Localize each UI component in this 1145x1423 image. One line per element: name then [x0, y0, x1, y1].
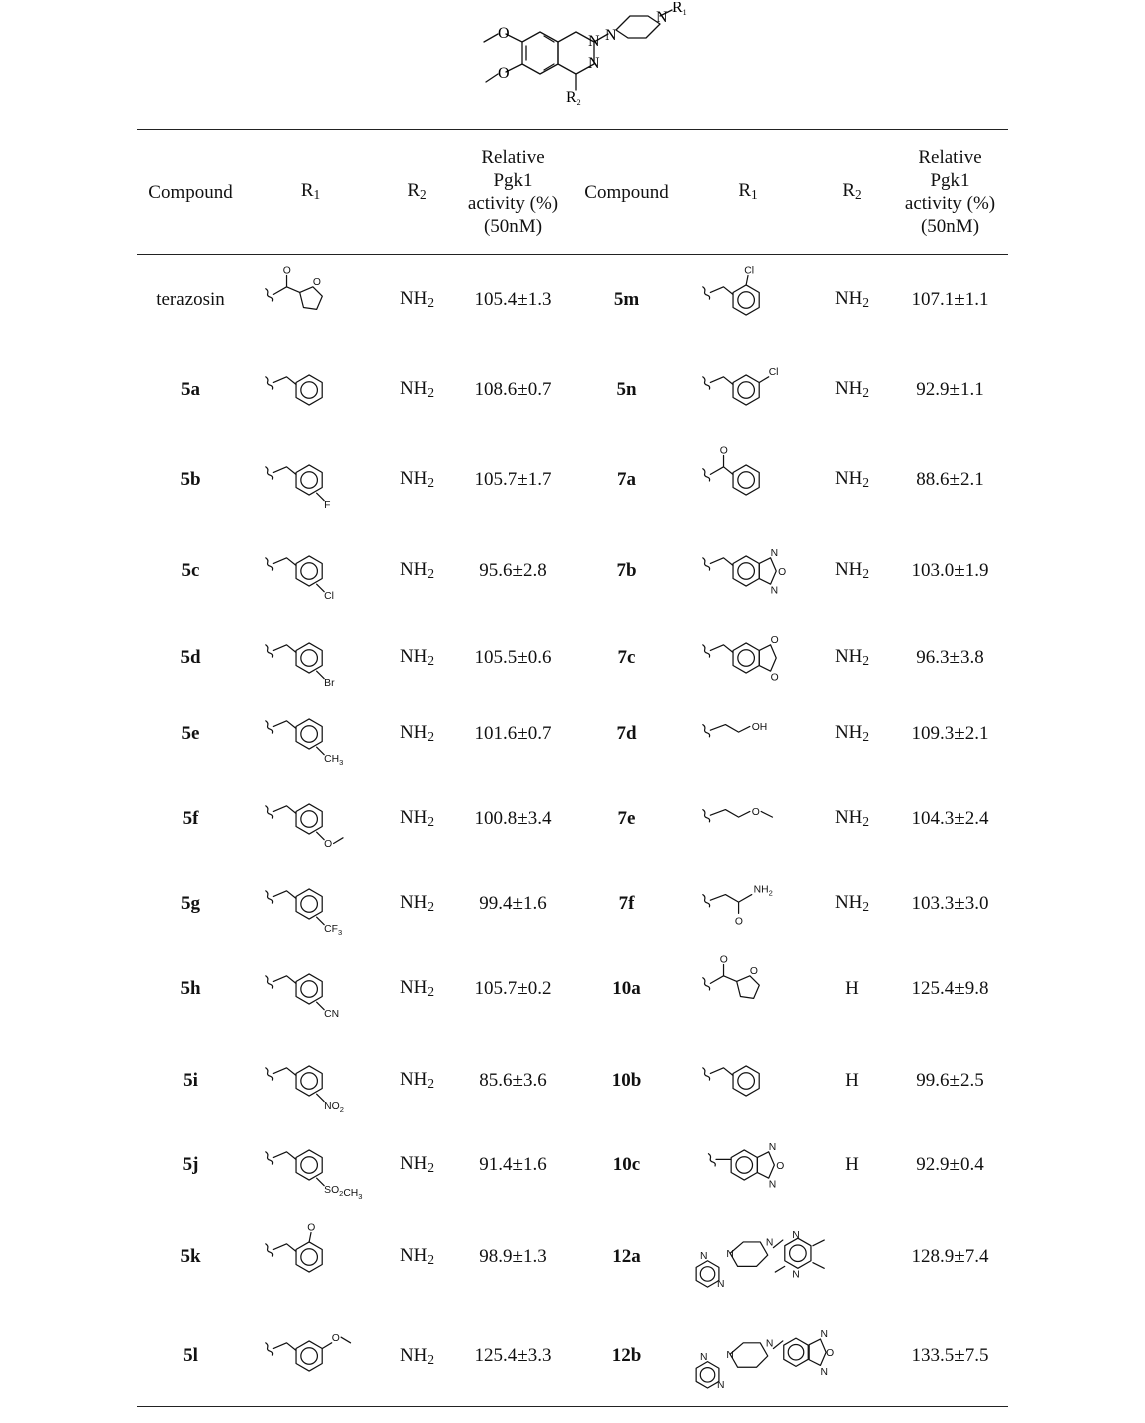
activity-value: 125.4±3.3 — [474, 1345, 552, 1367]
svg-text:Br: Br — [323, 677, 335, 689]
svg-text:O: O — [826, 1348, 835, 1360]
activity-cell — [457, 769, 569, 869]
svg-text:N: N — [792, 1229, 800, 1241]
activity-value: 109.3±2.1 — [911, 722, 989, 744]
activity-cell — [457, 939, 569, 1039]
activity-cell — [457, 617, 569, 699]
4-trifluoromethylbenzyl-icon — [261, 872, 361, 936]
3-methoxybenzyl-icon — [261, 1324, 361, 1388]
benzoxadiazolyl-icon — [698, 1133, 798, 1197]
activity-value: 125.4±9.8 — [911, 977, 989, 999]
r2-value: $NH_2$ — [834, 722, 870, 744]
svg-text:N: N — [768, 1141, 777, 1153]
activity-value: 95.6±2.8 — [479, 559, 547, 581]
svg-text:O: O — [776, 1160, 785, 1172]
activity-value: 128.9±7.4 — [911, 1245, 989, 1267]
r2-cell — [812, 345, 892, 435]
r2-cell — [812, 769, 892, 869]
r2-cell — [377, 525, 457, 617]
r1-structure-cell — [244, 1207, 377, 1307]
compound-cell — [569, 939, 684, 1039]
compound-cell — [569, 617, 684, 699]
r1-structure-cell — [244, 435, 377, 525]
r2-value: $NH_2$ — [399, 1153, 435, 1175]
4-methoxybenzyl-icon — [261, 787, 361, 851]
r2-cell — [377, 769, 457, 869]
compound-cell — [569, 699, 684, 769]
r2-cell — [377, 1207, 457, 1307]
compound-cell — [137, 939, 244, 1039]
compound-cell — [137, 435, 244, 525]
scaffold-r2-label: R2 — [566, 89, 581, 107]
4-nitrobenzyl-icon — [261, 1049, 361, 1113]
activity-value: 85.6±3.6 — [479, 1069, 547, 1091]
quinazoline-scaffold-icon — [460, 2, 700, 114]
svg-text:Cl: Cl — [744, 265, 755, 277]
svg-text:N: N — [716, 1380, 725, 1392]
svg-text:O: O — [331, 1333, 340, 1345]
benzodioxolylmethyl-icon — [698, 626, 798, 690]
hydroxyethyl-icon — [698, 702, 798, 766]
r2-cell — [812, 1039, 892, 1123]
activity-value: 96.3±3.8 — [916, 646, 984, 668]
svg-text:N: N — [768, 1179, 777, 1191]
r2-value: $NH_2$ — [399, 288, 435, 311]
4-chlorobenzyl-icon — [261, 539, 361, 603]
svg-text:O: O — [751, 806, 760, 818]
compound-id: 5i — [183, 1069, 198, 1091]
activity-value: 105.5±0.6 — [474, 646, 552, 668]
header-compound: Compound — [137, 130, 244, 255]
compound-id: 5f — [182, 807, 199, 829]
r1-structure-cell — [244, 617, 377, 699]
4-methylsulfonylbenzyl-icon — [261, 1133, 362, 1201]
compound-cell — [569, 1123, 684, 1207]
compound-cell — [569, 1307, 684, 1407]
benzyl-icon — [261, 358, 361, 422]
quinazoline-scaffold-structure — [460, 2, 700, 114]
r1-structure-cell — [684, 255, 812, 345]
r1-structure-cell — [684, 617, 812, 699]
compound-id: 7b — [616, 559, 637, 581]
compound-id: 10c — [612, 1153, 641, 1175]
svg-text:F: F — [323, 499, 331, 511]
r2-value: $NH_2$ — [834, 646, 870, 668]
svg-text:Cl: Cl — [768, 366, 779, 378]
compound-id: 5n — [616, 378, 637, 400]
svg-text:NO2: $NO_2$ — [323, 1100, 344, 1114]
r2-cell — [377, 1123, 457, 1207]
table-row — [137, 1307, 1008, 1407]
header-r1-2: $R_1$ — [684, 130, 812, 255]
svg-text:O: O — [770, 634, 779, 646]
compound-id: 7d — [616, 722, 637, 744]
activity-value: 108.6±0.7 — [474, 378, 552, 400]
table-row — [137, 345, 1008, 435]
compound-id: 7a — [617, 468, 636, 490]
r2-value: $NH_2$ — [834, 559, 870, 581]
activity-cell — [457, 1039, 569, 1123]
activity-cell — [892, 769, 1008, 869]
compound-cell — [569, 525, 684, 617]
header-r2: $R_2$ — [377, 130, 457, 255]
svg-text:O: O — [323, 838, 332, 850]
compound-cell — [569, 1207, 684, 1307]
scaffold-n-label-2: N — [588, 55, 600, 72]
activity-value: 101.6±0.7 — [474, 722, 552, 744]
2-chlorobenzyl-icon — [698, 265, 798, 332]
svg-text:N: N — [820, 1329, 828, 1341]
header-r2-2: $R_2$ — [812, 130, 892, 255]
r2-cell — [377, 699, 457, 769]
svg-text:N: N — [726, 1248, 734, 1260]
svg-text:CN: CN — [323, 1008, 339, 1020]
compound-cell — [137, 769, 244, 869]
r1-structure-cell — [244, 869, 377, 939]
activity-cell — [457, 435, 569, 525]
compound-id: 7c — [617, 646, 636, 668]
compound-id: 12b — [611, 1345, 642, 1367]
activity-value: 100.8±3.4 — [474, 807, 552, 829]
compound-id: 5l — [183, 1345, 198, 1367]
r2-cell — [812, 435, 892, 525]
activity-value: 133.5±7.5 — [911, 1345, 989, 1367]
r2-value: $NH_2$ — [834, 378, 870, 400]
table-row — [137, 1039, 1008, 1123]
r1-structure-cell — [684, 699, 812, 769]
r1-structure-cell — [684, 769, 812, 869]
r1-structure-cell — [244, 939, 377, 1039]
r1-structure-cell — [684, 435, 812, 525]
pgk1-activity-table — [137, 129, 1008, 1407]
r1-structure-cell — [244, 525, 377, 617]
compound-cell — [137, 525, 244, 617]
scaffold-n-label-1: N — [588, 33, 600, 50]
compound-cell — [569, 345, 684, 435]
compound-cell — [569, 869, 684, 939]
activity-cell — [892, 1123, 1008, 1207]
r2-cell — [377, 435, 457, 525]
compound-id: terazosin — [156, 288, 225, 310]
activity-value: 91.4±1.6 — [479, 1153, 547, 1175]
svg-text:O: O — [749, 965, 758, 977]
table-row — [137, 255, 1008, 345]
4-methylbenzyl-icon — [261, 702, 361, 766]
r2-value: $NH_2$ — [399, 468, 435, 490]
table-row — [137, 699, 1008, 769]
table-header-row — [137, 130, 1008, 255]
scaffold-o-label-1: O — [498, 25, 510, 42]
compound-cell — [569, 435, 684, 525]
r2-value: $NH_2$ — [834, 288, 870, 311]
r1-structure-cell — [684, 1307, 835, 1407]
activity-cell — [892, 699, 1008, 769]
svg-text:N: N — [726, 1350, 734, 1362]
r2-value: $NH_2$ — [399, 559, 435, 581]
r1-structure-cell — [684, 869, 812, 939]
r2-cell — [812, 1207, 892, 1307]
svg-text:O: O — [770, 672, 779, 684]
r2-cell — [377, 869, 457, 939]
compound-id: 5k — [180, 1245, 201, 1267]
activity-value: 105.7±0.2 — [474, 977, 552, 999]
r2-value: H — [845, 1153, 859, 1175]
svg-text:NH2: $NH_2$ — [753, 884, 773, 898]
compound-id: 5h — [180, 977, 201, 999]
activity-cell — [457, 255, 569, 345]
compound-id: 5j — [182, 1153, 199, 1175]
r2-value: H — [845, 1069, 859, 1091]
carbamoylmethyl-icon — [698, 872, 798, 936]
2-methoxybenzyl-icon — [261, 1222, 361, 1289]
r2-value: $NH_2$ — [399, 378, 435, 400]
activity-cell — [457, 699, 569, 769]
scaffold-n-label-4: N — [656, 9, 668, 26]
r2-value: $NH_2$ — [399, 977, 435, 999]
activity-cell — [457, 1207, 569, 1307]
activity-cell — [892, 617, 1008, 699]
compound-cell — [137, 1123, 244, 1207]
r1-structure-cell — [244, 345, 377, 435]
table-row — [137, 435, 1008, 525]
r2-cell — [377, 345, 457, 435]
svg-text:N: N — [700, 1352, 708, 1364]
compound-cell — [137, 345, 244, 435]
activity-cell — [892, 939, 1008, 1039]
r1-structure-cell — [244, 1039, 377, 1123]
compound-id: 7e — [617, 807, 636, 829]
svg-text:O: O — [306, 1222, 315, 1234]
svg-text:N: N — [716, 1278, 725, 1290]
activity-cell — [892, 525, 1008, 617]
compound-cell — [137, 1207, 244, 1307]
compound-cell — [569, 255, 684, 345]
r2-value: $NH_2$ — [399, 892, 435, 914]
activity-cell — [892, 1307, 1008, 1407]
compound-cell — [137, 699, 244, 769]
benzoyl-icon — [698, 445, 798, 512]
activity-cell — [457, 869, 569, 939]
header-compound-2: Compound — [569, 130, 684, 255]
r1-structure-cell — [244, 699, 377, 769]
compound-id: 7f — [618, 892, 635, 914]
compound-id: 5e — [181, 722, 200, 744]
scaffold-o-label-2: O — [498, 65, 510, 82]
4-bromobenzyl-icon — [261, 626, 361, 690]
svg-text:O: O — [778, 566, 787, 578]
r2-cell — [812, 617, 892, 699]
activity-value: 99.4±1.6 — [479, 892, 547, 914]
svg-text:N: N — [700, 1250, 708, 1262]
table-row — [137, 769, 1008, 869]
compound-cell — [137, 255, 244, 345]
activity-value: 98.9±1.3 — [479, 1245, 547, 1267]
activity-cell — [457, 345, 569, 435]
r2-cell — [812, 869, 892, 939]
r2-cell — [377, 1307, 457, 1407]
activity-value: 92.9±0.4 — [916, 1153, 984, 1175]
activity-cell — [457, 1123, 569, 1207]
table-row — [137, 939, 1008, 1039]
activity-value: 103.0±1.9 — [911, 559, 989, 581]
r2-value: H — [845, 977, 859, 999]
svg-text:O: O — [312, 276, 321, 288]
svg-text:CH3: $CH_3$ — [323, 753, 343, 767]
svg-text:N: N — [792, 1269, 800, 1281]
activity-value: 99.6±2.5 — [916, 1069, 984, 1091]
compound-id: 5m — [613, 288, 640, 310]
activity-value: 103.3±3.0 — [911, 892, 989, 914]
table-row — [137, 525, 1008, 617]
activity-cell — [892, 345, 1008, 435]
r2-value: $NH_2$ — [399, 807, 435, 829]
compound-cell — [569, 1039, 684, 1123]
r2-cell — [812, 525, 892, 617]
compound-id: 10b — [611, 1069, 642, 1091]
r1-structure-cell — [684, 525, 812, 617]
compound-cell — [569, 769, 684, 869]
r1-structure-cell — [684, 1039, 812, 1123]
table-row — [137, 1207, 1008, 1307]
r1-structure-cell — [684, 1207, 812, 1307]
activity-cell — [457, 525, 569, 617]
activity-value: 92.9±1.1 — [916, 378, 984, 400]
r1-structure-cell — [244, 1307, 377, 1407]
tetrahydrofuran-carbonyl-icon — [261, 265, 361, 332]
compound-id: 5b — [180, 468, 201, 490]
svg-text:N: N — [770, 547, 779, 559]
r2-value: $NH_2$ — [399, 1069, 435, 1091]
svg-text:O: O — [734, 916, 743, 928]
scaffold-n-label-3: N — [605, 27, 617, 44]
r2-cell — [377, 255, 457, 345]
r2-cell — [377, 939, 457, 1039]
scaffold-r1-label: R1 — [672, 2, 687, 17]
activity-cell — [457, 1307, 569, 1407]
activity-cell — [892, 869, 1008, 939]
table-row — [137, 869, 1008, 939]
svg-text:N: N — [820, 1367, 828, 1379]
r2-cell — [812, 1123, 892, 1207]
r2-cell — [812, 699, 892, 769]
r2-cell — [377, 1039, 457, 1123]
4-cyanobenzyl-icon — [261, 957, 361, 1021]
3-chlorobenzyl-icon — [698, 358, 798, 422]
r2-value: $NH_2$ — [834, 468, 870, 490]
activity-value: 88.6±2.1 — [916, 468, 984, 490]
compound-id: 12a — [612, 1245, 641, 1267]
compound-id: 5g — [181, 892, 200, 914]
compound-cell — [137, 1307, 244, 1407]
r2-cell — [377, 617, 457, 699]
svg-text:O: O — [719, 445, 728, 457]
r1-structure-cell — [244, 255, 377, 345]
methoxyethyl-icon — [698, 787, 798, 851]
activity-cell — [892, 435, 1008, 525]
r1-structure-cell — [684, 939, 812, 1039]
compound-id: 5a — [181, 378, 200, 400]
r2-value: $NH_2$ — [834, 892, 870, 914]
compound-cell — [137, 869, 244, 939]
r2-value: $NH_2$ — [834, 807, 870, 829]
table-row — [137, 617, 1008, 699]
compound-cell — [137, 1039, 244, 1123]
activity-value: 104.3±2.4 — [911, 807, 989, 829]
activity-value: 105.7±1.7 — [474, 468, 552, 490]
r1-structure-cell — [244, 769, 377, 869]
4-fluorobenzyl-icon — [261, 448, 361, 512]
svg-text:O: O — [719, 954, 728, 966]
compound-id: 5c — [181, 559, 200, 581]
svg-text:SO2CH3: $SO_2CH_3$ — [323, 1184, 362, 1201]
header-activity-2: Relative Pgk1 activity (%) (50nM) — [892, 130, 1008, 255]
r2-cell — [812, 939, 892, 1039]
r2-cell — [812, 255, 892, 345]
r1-structure-cell — [244, 1123, 377, 1207]
header-activity: Relative Pgk1 activity (%) (50nM) — [457, 130, 569, 255]
r2-value: $NH_2$ — [399, 646, 435, 668]
compound-id: 5d — [180, 646, 201, 668]
r2-value: $NH_2$ — [399, 722, 435, 744]
activity-cell — [892, 255, 1008, 345]
svg-text:OH: OH — [751, 721, 768, 733]
table-row — [137, 1123, 1008, 1207]
svg-text:N: N — [765, 1237, 774, 1249]
r1-structure-cell — [684, 345, 812, 435]
activity-cell — [892, 1207, 1008, 1307]
activity-value: 107.1±1.1 — [911, 288, 989, 310]
svg-text:CF3: $CF_3$ — [323, 923, 342, 937]
svg-text:N: N — [765, 1338, 774, 1350]
svg-text:N: N — [770, 585, 779, 597]
svg-text:O: O — [282, 265, 291, 277]
r2-value: $NH_2$ — [399, 1245, 435, 1267]
svg-text:Cl: Cl — [323, 590, 334, 602]
benzyl-icon — [698, 1049, 798, 1113]
compound-id: 10a — [612, 977, 641, 999]
r2-value: $NH_2$ — [399, 1344, 435, 1367]
benzoxadiazolylmethyl-icon — [698, 539, 798, 603]
compound-cell — [137, 617, 244, 699]
header-r1: $R_1$ — [244, 130, 377, 255]
tetrahydrofuran-carbonyl-icon — [698, 954, 798, 1021]
r1-structure-cell — [684, 1123, 812, 1207]
activity-cell — [892, 1039, 1008, 1123]
activity-value: 105.4±1.3 — [474, 288, 552, 310]
